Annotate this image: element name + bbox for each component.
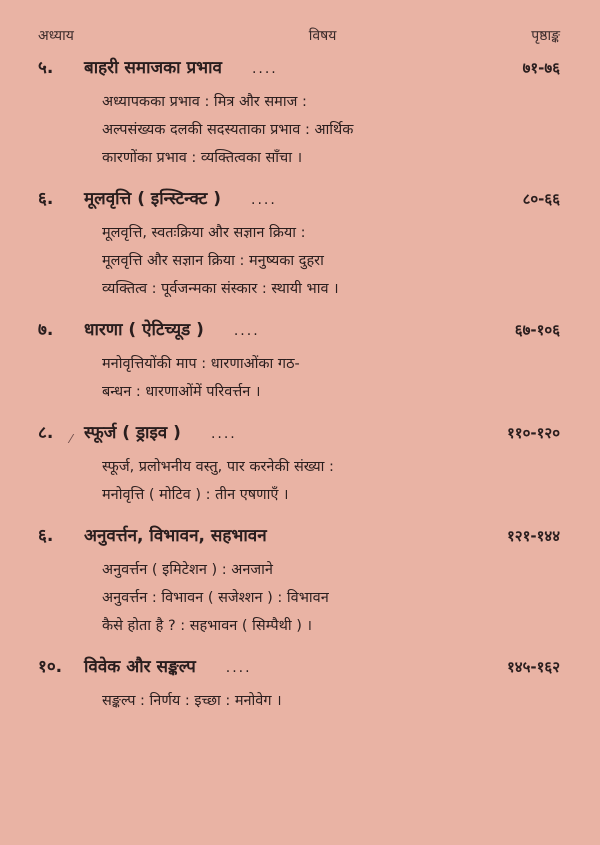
page-column-header: पृष्ठाङ्क: [531, 28, 560, 44]
chapter-entry: [38, 55, 560, 172]
chapter-number: ५.: [38, 58, 54, 78]
leader-dots: ....: [251, 61, 278, 77]
topic-line: बन्धन : धारणाओंमें परिवर्त्तन ।: [102, 384, 261, 400]
chapter-column-header: अध्याय: [38, 28, 74, 44]
chapter-entry: [38, 420, 560, 509]
subject-column-header: विषय: [308, 28, 337, 44]
chapter-heading-row: [38, 654, 560, 677]
chapter-entry: [38, 654, 560, 715]
chapter-title: बाहरी समाजका प्रभाव: [84, 58, 222, 78]
topic-line: कैसे होता है ? : सहभावन ( सिम्पैथी ) ।: [102, 618, 312, 634]
chapter-pages: ८०-६६: [522, 190, 560, 208]
leader-dots: ....: [233, 323, 260, 339]
chapter-topics: [102, 88, 560, 172]
chapter-heading-row: [38, 186, 560, 209]
chapter-title: अनुवर्त्तन, विभावन, सहभावन: [84, 526, 267, 546]
chapter-title: स्फूर्ज ( ड्राइव ): [84, 423, 181, 443]
leader-dots: ....: [251, 192, 277, 208]
chapter-number: ६.: [38, 526, 54, 546]
stray-mark: ⁄: [70, 432, 73, 446]
chapter-pages: ६७-१०६: [514, 321, 560, 339]
topic-line: मूलवृत्ति, स्वतःक्रिया और सज्ञान क्रिया :: [102, 225, 306, 241]
chapter-number: १०.: [38, 657, 63, 677]
chapter-topics: [102, 687, 560, 715]
chapter-heading-row: [38, 317, 560, 340]
chapter-entry: [38, 317, 560, 406]
topic-line: स्फूर्ज, प्रलोभनीय वस्तु, पार करनेकी संख्या :: [102, 459, 334, 475]
chapter-pages: ११०-१२०: [506, 424, 560, 442]
chapter-number: ७.: [38, 320, 54, 340]
topic-line: अल्पसंख्यक दलकी सदस्यताका प्रभाव : आर्थिक: [102, 122, 354, 138]
topic-line: मनोवृत्तियोंकी माप : धारणाओंका गठ-: [102, 356, 300, 372]
topic-line: सङ्कल्प : निर्णय : इच्छा : मनोवेग ।: [102, 693, 282, 709]
chapter-number: ८.: [38, 423, 54, 443]
chapter-topics: [102, 350, 560, 406]
topic-line: व्यक्तित्व : पूर्वजन्मका संस्कार : स्थायी भाव ।: [102, 281, 339, 297]
leader-dots: ....: [225, 660, 252, 676]
chapter-topics: [102, 453, 560, 509]
chapter-entry: [38, 523, 560, 640]
chapter-title: मूलवृत्ति ( इन्स्टिन्क्ट ): [84, 189, 222, 209]
topic-line: अनुवर्त्तन ( इमिटेशन ) : अनजाने: [102, 562, 273, 578]
topic-line: मूलवृत्ति और सज्ञान क्रिया : मनुष्यका दुहरा: [102, 253, 324, 269]
topic-line: मनोवृत्ति ( मोटिव ) : तीन एषणाएँ ।: [102, 487, 289, 503]
chapter-pages: १४५-१६२: [506, 658, 560, 676]
chapter-heading-row: [38, 55, 560, 78]
topic-line: कारणोंका प्रभाव : व्यक्तित्वका साँचा ।: [102, 150, 303, 166]
topic-line: अध्यापकका प्रभाव : मित्र और समाज :: [102, 94, 307, 110]
chapter-topics: [102, 556, 560, 640]
topic-line: अनुवर्त्तन : विभावन ( सजेश्शन ) : विभावन: [102, 590, 329, 606]
chapter-heading-row: [38, 420, 560, 443]
column-header-row: [38, 26, 560, 45]
chapter-entry: [38, 186, 560, 303]
chapter-heading-row: [38, 523, 560, 546]
chapter-pages: १२१-१४४: [506, 527, 560, 545]
chapter-title: विवेक और सङ्कल्प: [84, 657, 196, 677]
leader-dots: ....: [210, 426, 237, 442]
chapter-pages: ७१-७६: [522, 59, 560, 77]
chapter-topics: [102, 219, 560, 303]
chapter-title: धारणा ( ऐटिच्यूड ): [84, 320, 204, 340]
chapter-number: ६.: [38, 189, 54, 209]
